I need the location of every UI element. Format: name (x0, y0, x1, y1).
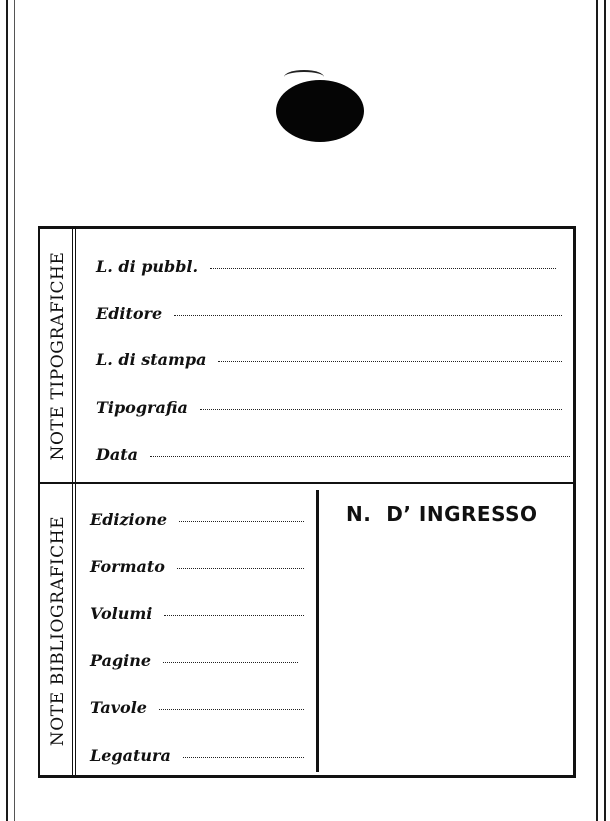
note-bibliografiche-sidebar (40, 484, 76, 778)
field-edizione (90, 510, 304, 529)
note-bibliografiche-section (40, 484, 573, 778)
card-left-edge-inner (14, 0, 15, 821)
fill-line[interactable] (174, 314, 562, 316)
fill-line[interactable] (177, 567, 304, 569)
field-formato (90, 557, 304, 576)
fill-line[interactable] (218, 360, 562, 362)
note-tipografiche-sidebar (40, 229, 76, 482)
field-label: Editore (96, 304, 163, 323)
field-label: Formato (90, 557, 165, 576)
field-label: Legatura (90, 746, 171, 765)
field-label: Edizione (90, 510, 168, 529)
note-bibliografiche-label: NOTE BIBLIOGRAFICHE (48, 515, 68, 747)
note-tipografiche-section (40, 229, 573, 484)
catalog-form (38, 226, 576, 778)
field-luogo-stampa (96, 350, 562, 369)
card-right-edge (596, 0, 598, 821)
field-editore (96, 304, 562, 323)
fill-line[interactable] (200, 408, 562, 410)
fill-line[interactable] (159, 708, 304, 710)
card-right-edge-outer (604, 0, 606, 821)
fill-line[interactable] (183, 756, 304, 758)
field-label: L. di pubbl. (96, 257, 199, 276)
field-volumi (90, 604, 304, 623)
field-data (96, 445, 570, 464)
card-left-edge (6, 0, 8, 821)
field-label: Data (96, 445, 138, 464)
field-label: Tavole (90, 698, 147, 717)
fill-line[interactable] (150, 455, 570, 457)
field-label: Pagine (90, 651, 152, 670)
numero-ingresso-label: N. D’ INGRESSO (346, 502, 538, 526)
fill-line[interactable] (210, 267, 556, 269)
field-label: Volumi (90, 604, 153, 623)
field-label: Tipografia (96, 398, 188, 417)
field-pagine (90, 651, 298, 670)
field-luogo-pubblicazione (96, 257, 556, 276)
vertical-divider (316, 490, 319, 772)
fill-line[interactable] (179, 520, 304, 522)
punch-hole (276, 80, 364, 142)
note-tipografiche-label: NOTE TIPOGRAFICHE (48, 250, 68, 461)
field-label: L. di stampa (96, 350, 207, 369)
field-tavole (90, 698, 304, 717)
field-tipografia (96, 398, 562, 417)
fill-line[interactable] (163, 661, 298, 663)
fill-line[interactable] (164, 614, 304, 616)
field-legatura (90, 746, 304, 765)
